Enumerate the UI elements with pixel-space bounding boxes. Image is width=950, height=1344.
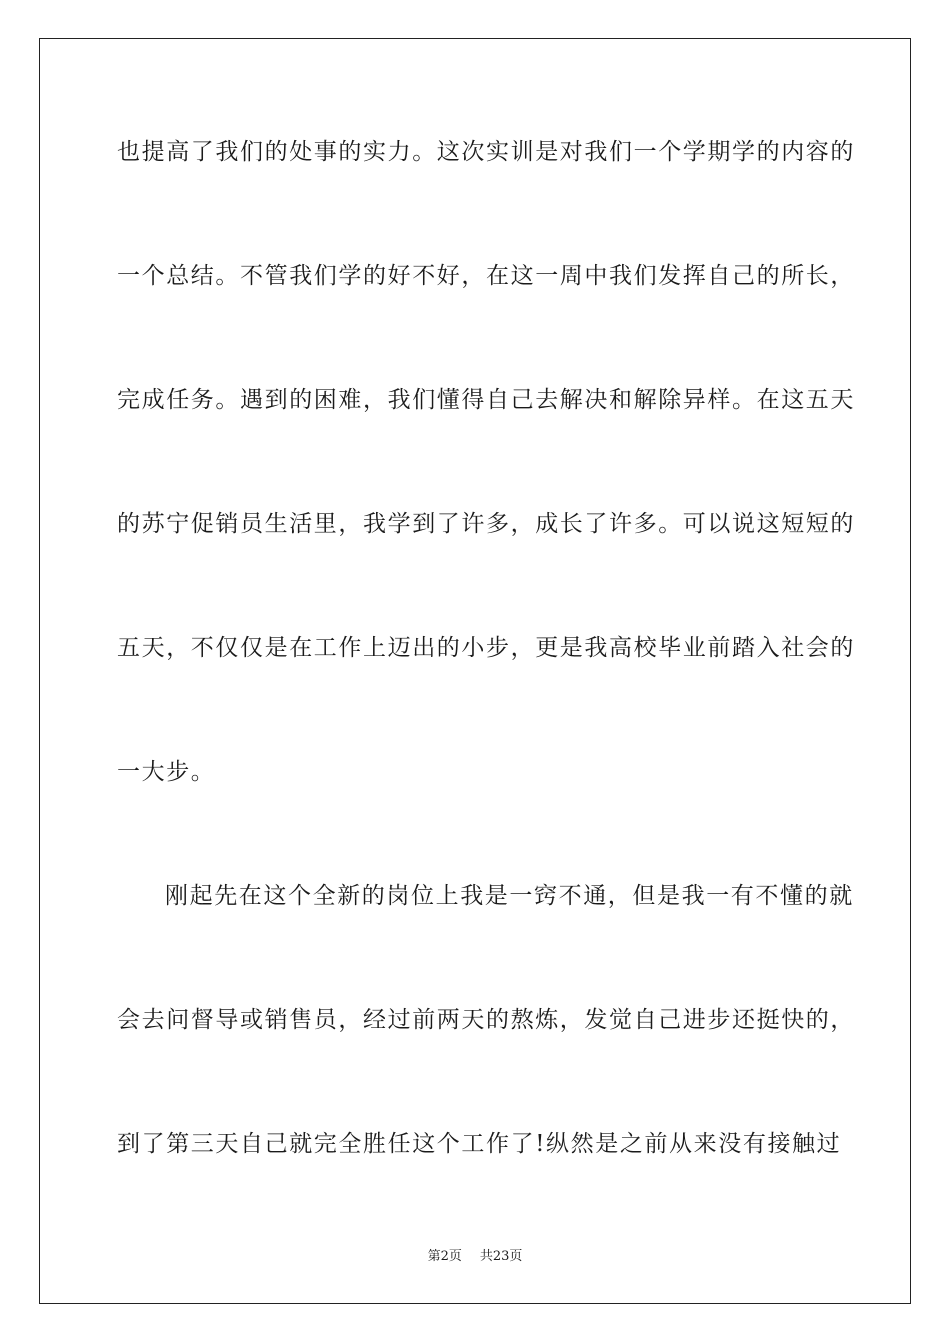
page-border [39, 38, 911, 1304]
page-footer [0, 1248, 950, 1266]
paragraph-first-line: 刚起先在这个全新的岗位上我是一窍不通，但是我一有不懂的就 [165, 883, 854, 909]
text-line: 一大步。 [117, 759, 216, 785]
text-line: 五天，不仅仅是在工作上迈出的小步，更是我高校毕业前踏入社会的 [117, 635, 855, 661]
page-number: 第2页 [427, 1249, 462, 1264]
text-line: 到了第三天自己就完全胜任这个工作了!纵然是之前从来没有接触过 [117, 1131, 842, 1157]
page-total: 共23页 [479, 1249, 523, 1264]
text-line: 一个总结。不管我们学的好不好，在这一周中我们发挥自己的所长， [117, 263, 855, 289]
text-line: 会去问督导或销售员，经过前两天的熬炼，发觉自己进步还挺快的， [117, 1007, 855, 1033]
text-line: 也提高了我们的处事的实力。这次实训是对我们一个学期学的内容的 [117, 139, 855, 165]
text-line: 的苏宁促销员生活里，我学到了许多，成长了许多。可以说这短短的 [117, 511, 855, 537]
text-line: 完成任务。遇到的困难，我们懂得自己去解决和解除异样。在这五天 [117, 387, 855, 413]
